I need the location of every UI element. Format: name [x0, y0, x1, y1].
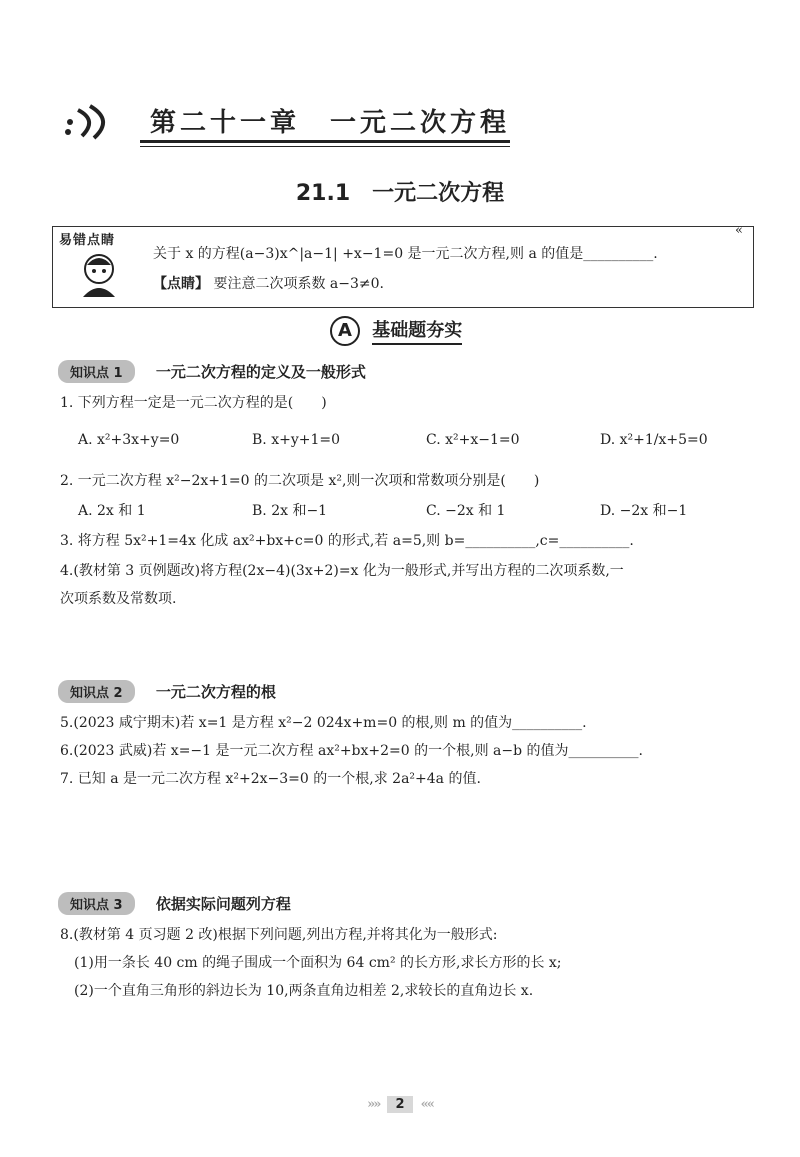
question-3: 3. 将方程 5x²+1=4x 化成 ax²+bx+c=0 的形式,若 a=5,则 b=__________,c=__________.	[60, 533, 634, 549]
q1-option-d: D. x²+1/x+5=0	[600, 432, 708, 448]
tip-question: 关于 x 的方程(a−3)x^|a−1| +x−1=0 是一元二次方程,则 a 的值是__________.	[153, 246, 658, 262]
q1-option-a: A. x²+3x+y=0	[78, 432, 180, 448]
question-5: 5.(2023 咸宁期末)若 x=1 是方程 x²−2 024x+m=0 的根,则 m 的值为__________.	[60, 715, 587, 731]
question-1: 1. 下列方程一定是一元二次方程的是( )	[60, 395, 327, 411]
chevron-right-icon: »»	[367, 1097, 380, 1112]
chapter-rule	[140, 140, 510, 143]
tip-badge-label: 易错点睛	[59, 233, 116, 248]
page-number: 2	[387, 1096, 412, 1113]
q2-option-b: B. 2x 和−1	[252, 503, 328, 519]
kp1-row	[58, 360, 366, 383]
tip-box	[52, 223, 754, 308]
tip-hint-text: 要注意二次项系数 a−3≠0.	[213, 276, 384, 292]
chevron-left-icon: ««	[420, 1097, 433, 1112]
question-8-part-1: (1)用一条长 40 cm 的绳子围成一个面积为 64 cm² 的长方形,求长方形的长 x;	[74, 955, 562, 971]
chapter-logo-icon	[60, 100, 140, 140]
q2-option-a: A. 2x 和 1	[78, 503, 146, 519]
q2-option-c: C. −2x 和 1	[426, 503, 506, 519]
q2-option-d: D. −2x 和−1	[600, 503, 688, 519]
question-8: 8.(教材第 4 页习题 2 改)根据下列问题,列出方程,并将其化为一般形式:	[60, 927, 498, 943]
q1-option-b: B. x+y+1=0	[252, 432, 340, 448]
kp3-title: 依据实际问题列方程	[155, 895, 291, 913]
question-8-part-2: (2)一个直角三角形的斜边长为 10,两条直角边相差 2,求较长的直角边长 x.	[74, 983, 534, 999]
q1-option-c: C. x²+x−1=0	[426, 432, 520, 448]
question-7: 7. 已知 a 是一元二次方程 x²+2x−3=0 的一个根,求 2a²+4a 的值.	[60, 771, 481, 787]
question-4-line2: 次项系数及常数项.	[60, 591, 177, 607]
circle-a-icon: A	[330, 316, 360, 346]
tip-hint	[153, 273, 384, 293]
kp1-badge: 知识点 1	[58, 360, 135, 383]
question-2: 2. 一元二次方程 x²−2x+1=0 的二次项是 x²,则一次项和常数项分别是( )	[60, 473, 540, 489]
basics-heading-text: 基础题夯实	[372, 320, 462, 345]
section-title: 21.1 一元二次方程	[295, 181, 505, 206]
basics-heading	[330, 316, 462, 346]
kp3-badge: 知识点 3	[58, 892, 135, 915]
double-chevron-icon: «	[735, 223, 743, 238]
kp2-row	[58, 680, 276, 703]
chapter-rule-thin	[140, 146, 510, 147]
tip-hint-label: 【点睛】	[153, 276, 209, 292]
kp2-badge: 知识点 2	[58, 680, 135, 703]
question-4-line1: 4.(教材第 3 页例题改)将方程(2x−4)(3x+2)=x 化为一般形式,并写出方程的二次项系数,一	[60, 563, 624, 579]
page-footer	[0, 1096, 800, 1113]
kp3-row	[58, 892, 291, 915]
chapter-title: 第二十一章 一元二次方程	[150, 108, 511, 138]
kp2-title: 一元二次方程的根	[155, 683, 276, 701]
question-6: 6.(2023 武威)若 x=−1 是一元二次方程 ax²+bx+2=0 的一个根,则 a−b 的值为__________.	[60, 743, 643, 759]
kp1-title: 一元二次方程的定义及一般形式	[155, 363, 366, 381]
